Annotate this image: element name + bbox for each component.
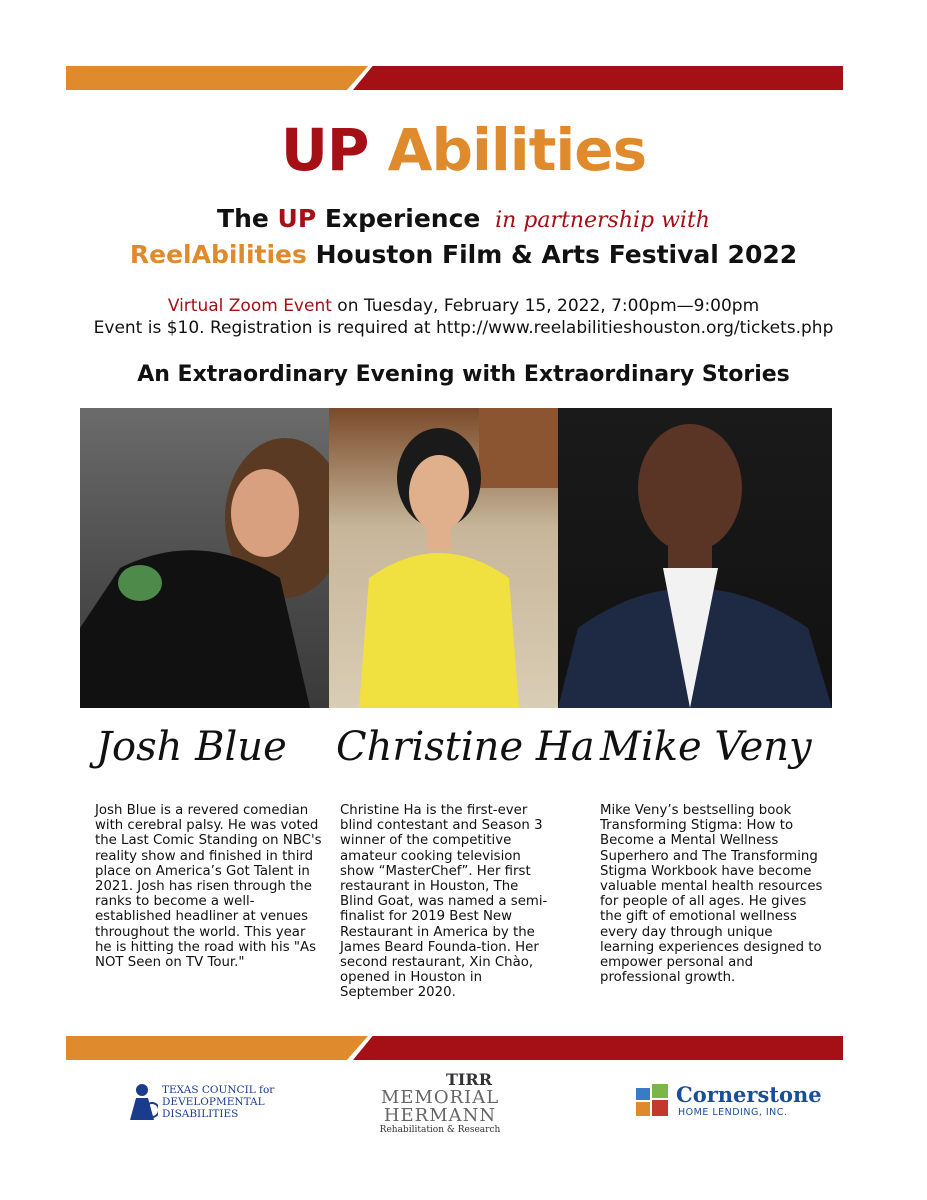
event-date-line [0,296,927,316]
christine-ha-photo-art [329,408,558,708]
cornerstone-house-icon [636,1084,670,1116]
speaker-name-mike-veny: Mike Veny [600,724,812,770]
tirr-memorial-hermann-logo [370,1070,510,1135]
speaker-name-christine-ha: Christine Ha [336,724,595,770]
mike-veny-photo [558,408,832,708]
subtitle-the: The [217,204,278,233]
tcdd-line-2: DEVELOPMENTAL [162,1096,265,1108]
subtitle-experience: Experience [316,204,481,233]
josh-blue-photo-art [80,408,329,708]
subtitle-line-2 [0,240,927,269]
stripe-red [353,1036,843,1060]
tcdd-line-3: DISABILITIES [162,1108,239,1120]
cornerstone-logo [636,1082,822,1122]
bio-josh-blue: Josh Blue is a revered comedian with cerebral palsy. He was voted the Last Comic Standing on NBC's reality show and finished in third place on America’s Got Talent in 2021. Josh has risen through the ranks to become a well-established headliner at venues throughout the world. This year he is hitting the road with his "As NOT Seen on TV Tour." [95,803,322,971]
subtitle-line-1 [0,204,927,233]
event-registration: Event is $10. Registration is required at http://www.reelabilitieshouston.org/tickets.php [93,318,834,338]
subtitle-partnership: in partnership with [495,208,710,233]
top-stripe [66,66,843,90]
event-virtual: Virtual Zoom Event [167,296,332,316]
tirr-line-2: MEMORIAL [380,1087,500,1108]
cornerstone-subtitle: HOME LENDING, INC. [678,1107,788,1118]
cornerstone-name: Cornerstone [676,1082,822,1107]
christine-ha-photo [329,408,558,708]
subtitle-reelabilities: ReelAbilities [129,240,307,269]
josh-blue-photo [80,408,329,708]
tirr-line-4: Rehabilitation & Research [379,1125,501,1135]
bio-christine-ha: Christine Ha is the first-ever blind contestant and Season 3 winner of the competitive amateur cooking television show “MasterChef”. Her first restaurant in Houston, The Blind Goat, was named a semi-finalist for 2019 Best New Restaurant in America by the James Beard Founda-tion. Her second restaurant, Xin Chào, opened in Houston in September 2020. [340,803,548,1001]
tirr-line-1: TIRR [446,1070,492,1089]
stripe-red [353,66,843,90]
tcdd-line-1: TEXAS COUNCIL for [162,1084,275,1096]
tagline: An Extraordinary Evening with Extraordinary Stories [137,362,790,387]
subtitle-up: UP [277,204,317,233]
tcdd-text [162,1084,274,1120]
speaker-name-josh-blue: Josh Blue [96,724,287,770]
tcdd-icon [126,1082,158,1120]
stripe-orange [66,66,368,90]
stripe-orange [66,1036,368,1060]
upabilities-logo [0,116,927,184]
logo-abilities: Abilities [387,116,647,184]
tcdd-logo [126,1082,276,1124]
event-date: on Tuesday, February 15, 2022, 7:00pm—9:00pm [331,296,760,316]
mike-veny-photo-art [558,408,832,708]
bottom-stripe [66,1036,843,1060]
bio-mike-veny: Mike Veny’s bestselling book Transforming Stigma: How to Become a Mental Wellness Superhero and The Transforming Stigma Workbook have become valuable mental health resources for people of all ages. He gives the gift of emotional wellness every day through unique learning experiences designed to empower personal and professional growth. [600,803,823,986]
subtitle-festival: Houston Film & Arts Festival 2022 [306,240,798,269]
tirr-line-3: HERMANN [383,1105,497,1126]
logo-up: UP [280,116,369,184]
